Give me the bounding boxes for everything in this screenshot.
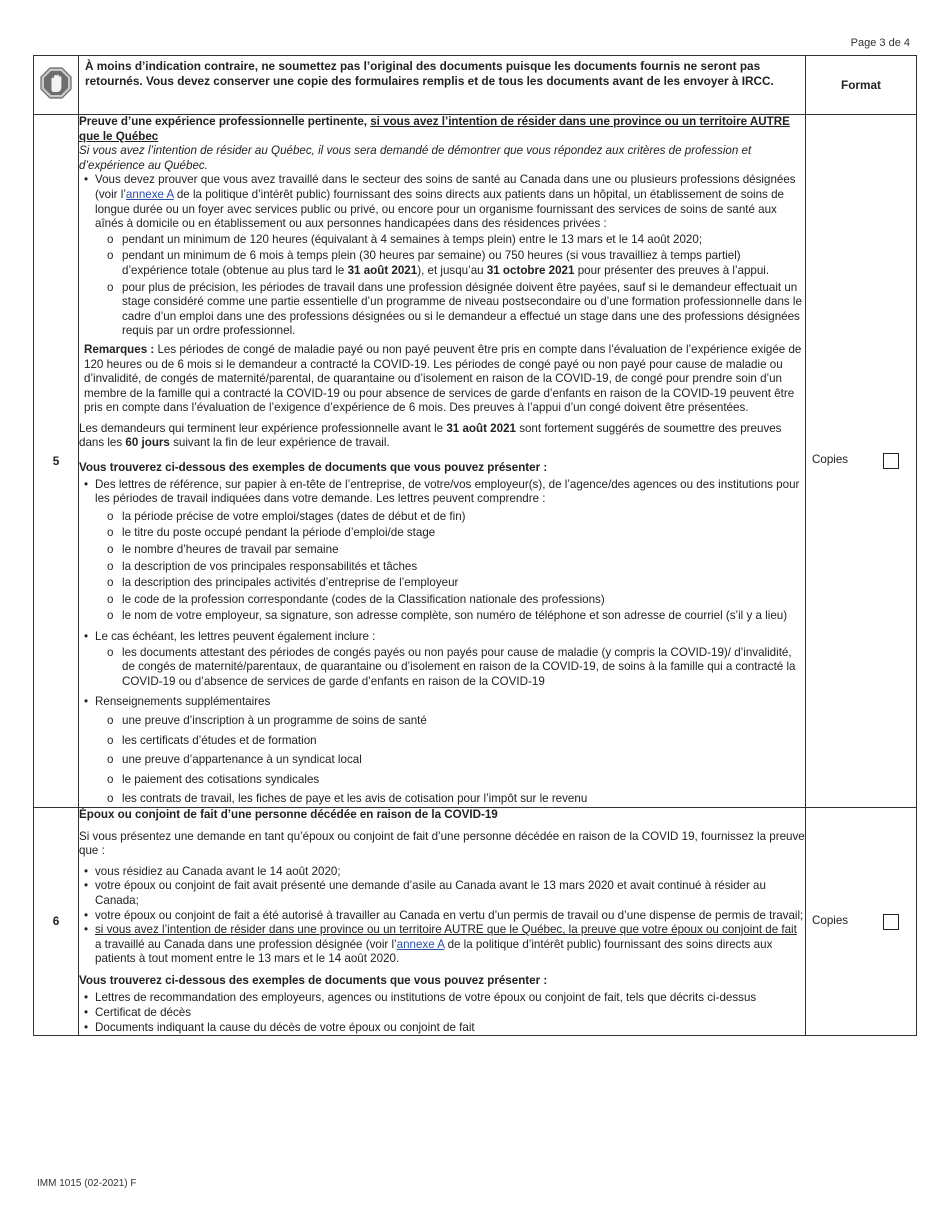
row-5-deadline-note: Les demandeurs qui terminent leur expérience professionnelle avant le 31 août 2021 sont fortement suggérés de soumettre des preuves dans les 60 jours suivant la fin de leur expérience de travail. (79, 421, 782, 450)
row-6-examples-heading: Vous trouverez ci-dessous des exemples de documents que vous pouvez présenter : (79, 973, 548, 987)
annex-a-link[interactable]: annexe A (125, 187, 174, 201)
row-5-remarks: Remarques : Les périodes de congé de maladie payé ou non payé peuvent être pris en compte dans l’évaluation de l’expérience exigée de 120 heures ou de 6 mois si le demandeur a contracté la COVID-19. Les périodes de congé payé ou non payé pour cause de maladie ou d’invalidité, de congés de maternité/parental, de quarantaine ou d’isolement en raison de la COVID-19, de congé pour prendre soin d’un membre de la famille qui a contracté la COVID-19 ou pour absence de services de garde d’enfants en raison de la COVID-19 peuvent être pris en compte dans l’évaluation de l’exigence d’expérience de 6 mois. Des preuves à l’appui d’un congé doivent être présentées. (84, 342, 802, 415)
row-6-number: 6 (34, 807, 79, 1035)
list-item: o pour plus de précision, les périodes de travail dans une profession désignée doivent être payées, sauf si le demandeur effectuait un stage considéré comme une partie essentielle d’un programme de niveau postsecondaire ou d’une formation professionnelle dans le cadre d’un emploi dans une des professions désignées ou si le demandeur a effectué un stage dans une des professions désignées requis par un ordre professionnel. (107, 281, 805, 339)
row-6-intro: Si vous présentez une demande en tant qu’époux ou conjoint de fait d’une personne décédée en raison de la COVID 19, fournissez la preuve que : (79, 829, 805, 858)
list-item: o le nom de votre employeur, sa signature, son adresse complète, son numéro de téléphone et son adresse de courriel (s’il y a lieu) (107, 609, 805, 624)
list-item: • votre époux ou conjoint de fait avait présenté une demande d’asile au Canada avant le 13 mars 2020 et avait continué à résider au Canada; (79, 879, 805, 908)
list-item: • Lettres de recommandation des employeurs, agences ou institutions de votre époux ou conjoint de fait, tels que décrits ci-dessus (79, 991, 805, 1006)
row-6-format-label: Copies (812, 913, 849, 927)
row-5-examples-heading: Vous trouverez ci-dessous des exemples de documents que vous pouvez présenter : (79, 461, 548, 475)
row-5-title: Preuve d’une expérience professionnelle pertinente, si vous avez l’intention de résider dans une province ou un territoire AUTRE que le Québec (79, 115, 790, 143)
row-6-content (79, 807, 806, 1035)
header-notice: À moins d’indication contraire, ne soumettez pas l’original des documents puisque les documents fournis ne seront pas retournés. Vous devez conserver une copie des formulaires remplis et de tous les documents avant de les envoyer à IRCC. (79, 56, 806, 115)
row-5-format-label: Copies (812, 452, 849, 466)
form-footer-code: IMM 1015 (02-2021) F (37, 1178, 137, 1189)
list-item: o une preuve d’appartenance à un syndicat local (107, 753, 805, 768)
row-6-checkbox[interactable] (883, 914, 899, 930)
list-item: o une preuve d’inscription à un programme de soins de santé (107, 714, 805, 729)
row-6-format-cell (806, 807, 917, 1035)
list-item: o la description de vos principales responsabilités et tâches (107, 560, 805, 575)
list-item: • Le cas échéant, les lettres peuvent également inclure : o les documents attestant des périodes de congés payés ou non payés pour cause de maladie (y compris la COVID-19)/ d’invalidité, de congés de maternité/parentaux, de quarantaine ou d’isolement en raison de la COVID-19, de soins à la famille qui a contracté la COVID-19 ou d’absence de services de garde d’enfants en raison de la COVID-19 (79, 630, 805, 689)
row-6-examples (79, 991, 805, 1035)
list-item: • Vous devez prouver que vous avez travaillé dans le secteur des soins de santé au Canada dans une ou plusieurs professions désignées (voir l’annexe A de la politique d’intérêt public) fournissant des soins directs aux patients dans un hôpital, un établissement de soins de longue durée ou un foyer avec services public ou privé, ou encore pour un organisme fournissant des services de soins de santé aux aînés à domicile ou en établissement ou aux personnes handicapées dans des résidences privées : o pendant un minimum de 120 heures (équivalant à 4 semaines à temps plein) entre le 13 mars et le 14 août 2020; o pendant un minimum de 6 mois à temps plein (30 heures par semaine) ou 750 heures (si vous travailliez à temps partiel) d’expérience totale (obtenue au plus tard le 31 août 2021), et jusqu’au 31 octobre 2021 pour présenter des preuves à l’appui. o pour plus de précision, les périodes de travail dans une profession désignée doivent être payées, sauf si le demandeur effectuait un stage considéré comme une partie essentielle d’un programme de niveau postsecondaire ou d’une formation professionnelle dans le cadre d’un emploi dans une des professions désignées ou si le demandeur a effectué un stage dans une des professions désignées requis par un ordre professionnel. (79, 173, 805, 339)
row-5-requirements (79, 173, 805, 339)
row-5-examples (79, 478, 805, 807)
list-item: o le code de la profession correspondante (codes de la Classification nationale des professions) (107, 593, 805, 608)
list-item: • Des lettres de référence, sur papier à en-tête de l’entreprise, de votre/vos employeur(s), de l’agence/des agences ou des institutions pour les périodes de travail indiquées dans votre demande. Les lettres peuvent comprendre : o la période précise de votre emploi/stages (dates de début et de fin) o le titre du poste occupé pendant la période d’emploi/de stage o le nombre d’heures de travail par semaine o la description de vos principales responsabilités et tâches o la description des principales activités d’entreprise de l’employeur o le code de la profession correspondante (codes de la Classification nationale des professions) o le nom de votre employeur, sa signature, son adresse complète, son numéro de téléphone et son adresse de courriel (s’il y a lieu) (79, 478, 805, 624)
list-item: o le titre du poste occupé pendant la période d’emploi/de stage (107, 526, 805, 541)
row-5-format-cell (806, 115, 917, 808)
list-item: • vous résidiez au Canada avant le 14 août 2020; (79, 865, 805, 880)
list-item: • Renseignements supplémentaires o une preuve d’inscription à un programme de soins de santé o les certificats d’études et de formation o une preuve d’appartenance à un syndicat local o le paiement des cotisations syndicales o les contrats de travail, les fiches de paye et les avis de cotisation pour l’impôt sur le revenu (79, 695, 805, 807)
row-6-requirements (79, 865, 805, 967)
row-6-title: Époux ou conjoint de fait d’une personne décédée en raison de la COVID-19 (79, 807, 498, 821)
list-item: o le nombre d’heures de travail par semaine (107, 543, 805, 558)
list-item: • Certificat de décès (79, 1006, 805, 1021)
row-5-quebec-note: Si vous avez l’intention de résider au Québec, il vous sera demandé de démontrer que vous répondez aux critères de profession et d’expérience au Québec. (79, 144, 752, 172)
annex-a-link[interactable]: annexe A (396, 937, 445, 951)
list-item: o la période précise de votre emploi/stages (dates de début et de fin) (107, 510, 805, 525)
list-item: o les contrats de travail, les fiches de paye et les avis de cotisation pour l’impôt sur le revenu (107, 792, 805, 807)
header-icon-cell (34, 56, 79, 115)
table-header-row (34, 56, 917, 115)
list-item: o les documents attestant des périodes de congés payés ou non payés pour cause de maladie (y compris la COVID-19)/ d’invalidité, de congés de maternité/parentaux, de quarantaine ou d’isolement en raison de la COVID-19, de soins à la famille qui a contracté la COVID-19 ou d’absence de services de garde d’enfants en raison de la COVID-19 (107, 646, 805, 690)
list-item: • si vous avez l’intention de résider dans une province ou un territoire AUTRE que le Québec, la preuve que votre époux ou conjoint de fait a travaillé au Canada dans une profession désignée (voir l’annexe A de la politique d’intérêt public) fournissant des soins directs aux patients à tout moment entre le 13 mars et le 14 août 2020. (79, 923, 805, 967)
page-number: Page 3 de 4 (850, 37, 910, 49)
row-5-checkbox[interactable] (883, 453, 899, 469)
row-5 (34, 115, 917, 808)
header-format-label: Format (806, 56, 917, 115)
stop-hand-icon (39, 66, 73, 100)
list-item: o la description des principales activités d’entreprise de l’employeur (107, 576, 805, 591)
list-item: o pendant un minimum de 6 mois à temps plein (30 heures par semaine) ou 750 heures (si vous travailliez à temps partiel) d’expérience totale (obtenue au plus tard le 31 août 2021), et jusqu’au 31 octobre 2021 pour présenter des preuves à l’appui. (107, 249, 805, 278)
list-item: o le paiement des cotisations syndicales (107, 773, 805, 788)
list-item: • votre époux ou conjoint de fait a été autorisé à travailler au Canada en vertu d’un permis de travail ou d’une dispense de permis de travail; (79, 909, 805, 924)
document-checklist-table (33, 55, 917, 1036)
row-5-number: 5 (34, 115, 79, 808)
row-6 (34, 807, 917, 1035)
row-5-content (79, 115, 806, 808)
list-item: o pendant un minimum de 120 heures (équivalant à 4 semaines à temps plein) entre le 13 mars et le 14 août 2020; (107, 233, 805, 248)
list-item: • Documents indiquant la cause du décès de votre époux ou conjoint de fait (79, 1021, 805, 1036)
list-item: o les certificats d’études et de formation (107, 734, 805, 749)
